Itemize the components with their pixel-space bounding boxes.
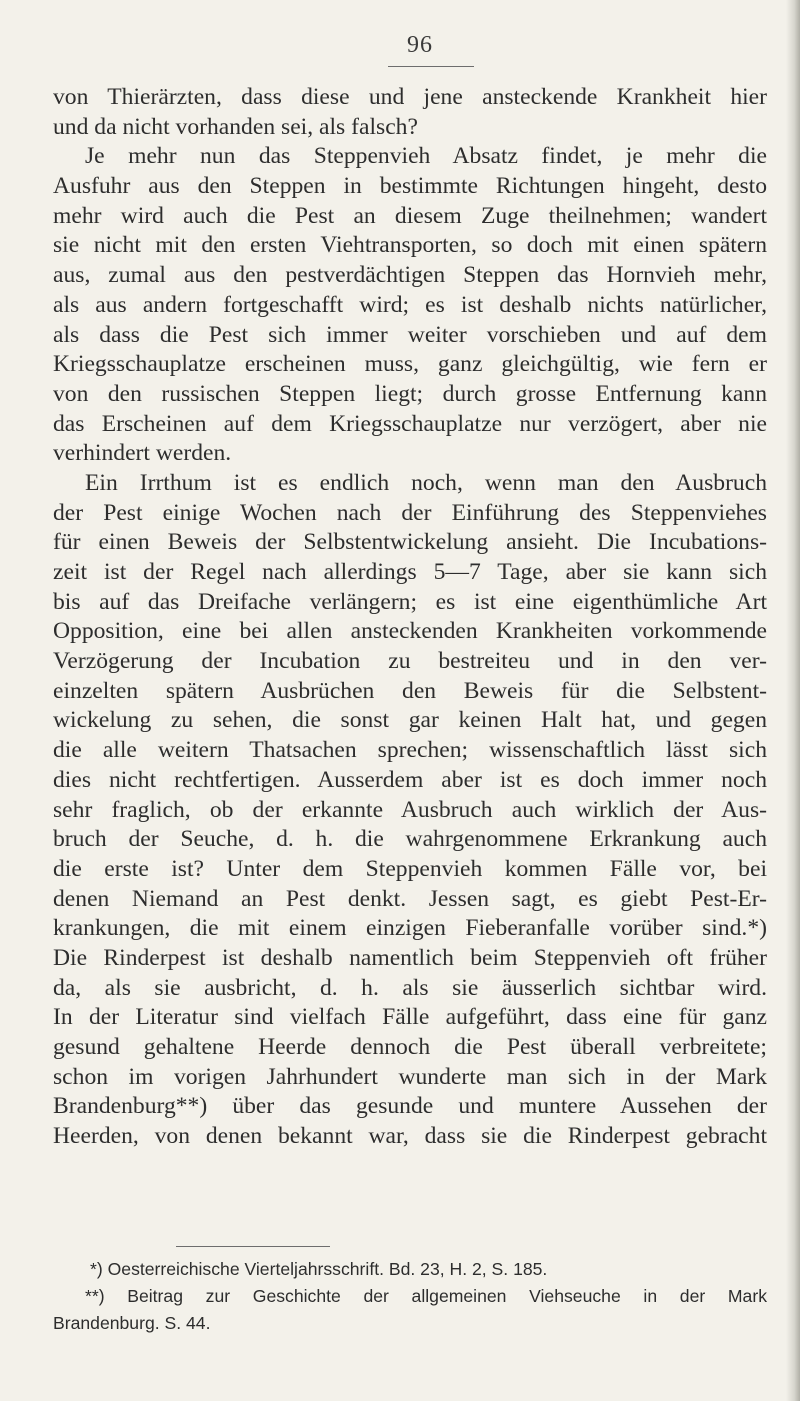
footnote-line: *) Oesterreichische Vierteljahrsschrift. Bd. 23, H. 2, S. 185. [90,1259,548,1279]
text-line: Je mehr nun das Steppenvieh Absatz findet, je mehr die [85,143,767,170]
text-line: Brandenburg**) über das gesunde und muntere Aussehen der [53,1093,767,1120]
text-line: und da nicht vorhanden sei, als falsch? [53,113,418,140]
text-line: Ein Irrthum ist es endlich noch, wenn man den Ausbruch [85,469,767,496]
text-line: das Erscheinen auf dem Kriegsschauplatze nur verzögert, aber nie [53,410,767,437]
text-line: denen Niemand an Pest denkt. Jessen sagt, es giebt Pest-Er- [53,885,767,912]
text-line: In der Literatur sind vielfach Fälle aufgeführt, dass eine für ganz [53,1004,767,1031]
text-line: Die Rinderpest ist deshalb namentlich beim Steppenvieh oft früher [53,944,767,971]
text-line: Verzögerung der Incubation zu bestreiteu und in den ver- [53,648,767,675]
text-line: für einen Beweis der Selbstentwickelung ansieht. Die Incubations- [53,529,767,556]
text-line: die erste ist? Unter dem Steppenvieh kommen Fälle vor, bei [53,855,767,882]
text-line: aus, zumal aus den pestverdächtigen Steppen das Hornvieh mehr, [53,262,767,289]
text-line: schon im vorigen Jahrhundert wunderte man sich in der Mark [53,1063,767,1090]
text-line: da, als sie ausbricht, d. h. als sie äusserlich sichtbar wird. [53,974,767,1001]
text-line: wickelung zu sehen, die sonst gar keinen Halt hat, und gegen [53,707,767,734]
text-line: gesund gehaltene Heerde dennoch die Pest überall verbreitete; [53,1034,767,1060]
footnote-line: Brandenburg. S. 44. [53,1313,211,1333]
text-line: von den russischen Steppen liegt; durch grosse Entfernung kann [53,380,767,407]
page-number: 96 [407,32,433,58]
text-line: mehr wird auch die Pest an diesem Zuge theilnehmen; wandert [53,202,767,229]
text-line: einzelten spätern Ausbrüchen den Beweis für die Selbstent- [53,677,767,704]
text-line: der Pest einige Wochen nach der Einführung des Steppenviehes [53,499,767,526]
text-line: die alle weitern Thatsachen sprechen; wissenschaftlich lässt sich [53,737,767,764]
text-line: Heerden, von denen bekannt war, dass sie die Rinderpest gebracht [53,1123,767,1150]
text-line: sie nicht mit den ersten Viehtransporten, so doch mit einen spätern [53,232,767,259]
text-line: sehr fraglich, ob der erkannte Ausbruch auch wirklich der Aus- [53,796,767,823]
text-line: dies nicht rechtfertigen. Ausserdem aber ist es doch immer noch [53,766,767,793]
text-line: bruch der Seuche, d. h. die wahrgenommene Erkrankung auch [53,826,767,853]
text-line: als dass die Pest sich immer weiter vorschieben und auf dem [53,321,767,348]
text-line: krankungen, die mit einem einzigen Fieberanfalle vorüber sind.*) [53,915,767,942]
body-text [53,83,767,1152]
text-line: Opposition, eine bei allen ansteckenden Krankheiten vorkommende [53,618,767,645]
footnote-rule [176,1246,330,1247]
text-line: Ausfuhr aus den Steppen in bestimmte Richtungen hingeht, desto [53,173,767,200]
text-line: von Thierärzten, dass diese und jene ansteckende Krankheit hier [53,84,767,110]
footnotes [53,1256,767,1337]
text-line: als aus andern fortgeschafft wird; es ist deshalb nichts natürlicher, [53,291,767,318]
text-line: zeit ist der Regel nach allerdings 5—7 Tage, aber sie kann sich [53,559,767,585]
text-line: verhindert werden. [53,440,232,467]
footnote-line: **) Beitrag zur Geschichte der allgemeinen Viehseuche in der Mark [85,1286,767,1306]
text-line: Kriegsschauplatze erscheinen muss, ganz gleichgültig, wie fern er [53,351,767,378]
page-number-rule [388,66,474,67]
text-line: bis auf das Dreifache verlängern; es ist eine eigenthümliche Art [53,588,767,615]
